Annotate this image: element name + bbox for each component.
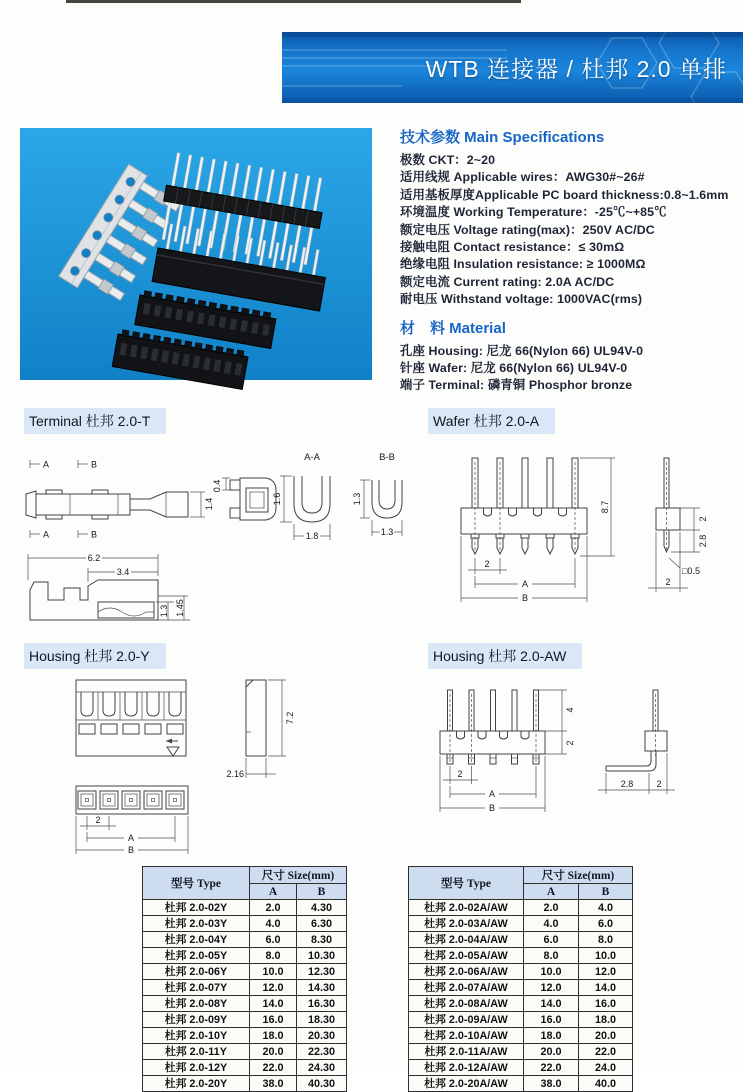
cell-type: 杜邦 2.0-02A/AW	[409, 900, 524, 916]
cell-type: 杜邦 2.0-09Y	[143, 1012, 250, 1028]
cell-dim-b: 12.30	[297, 964, 347, 980]
material-line-terminal: 端子 Terminal: 磷青铜 Phosphor bronze	[400, 378, 633, 393]
cell-type: 杜邦 2.0-20A/AW	[409, 1076, 524, 1092]
marker-a-label: A	[43, 529, 50, 540]
dim-label: 6.2	[87, 553, 101, 563]
cell-dim-b: 22.30	[297, 1044, 347, 1060]
dim-label: 2.8	[698, 534, 708, 548]
table-row	[143, 1076, 347, 1092]
dim-label: 1.6	[272, 492, 282, 506]
page-top-scan-line	[66, 0, 521, 3]
cell-dim-a: 16.0	[524, 1012, 579, 1028]
dim-label: 2.8	[620, 779, 634, 789]
housing-y-bottom-view	[76, 786, 188, 855]
cell-type: 杜邦 2.0-08Y	[143, 996, 250, 1012]
table-row	[143, 1060, 347, 1076]
cell-dim-b: 16.30	[297, 996, 347, 1012]
cell-dim-a: 38.0	[250, 1076, 297, 1092]
cell-type: 杜邦 2.0-03Y	[143, 916, 250, 932]
mold-marks	[166, 739, 179, 757]
dim-label: 2.16	[226, 769, 244, 779]
cell-dim-a: 12.0	[250, 980, 297, 996]
cell-dim-b: 4.30	[297, 900, 347, 916]
table-row	[409, 1028, 633, 1044]
cell-dim-a: 22.0	[524, 1060, 579, 1076]
dim-wafer-b	[461, 536, 587, 603]
section-aa-label: A-A	[304, 452, 320, 463]
wafer-drawing	[428, 446, 723, 618]
dim-label: A	[488, 789, 496, 799]
table-row	[409, 948, 633, 964]
cell-dim-b: 14.30	[297, 980, 347, 996]
marker-a-label: A	[43, 459, 50, 470]
dim-terminal-width	[190, 492, 214, 517]
cell-dim-b: 40.30	[297, 1076, 347, 1092]
cell-type: 杜邦 2.0-09A/AW	[409, 1012, 524, 1028]
terminal-end-view	[212, 478, 276, 520]
wafer-front-view	[461, 458, 587, 554]
cell-dim-b: 10.30	[297, 948, 347, 964]
wafer-side-view	[648, 458, 708, 592]
section-heading-wafer: Wafer 杜邦 2.0-A	[428, 408, 555, 434]
spec-line-temperature: 环境温度 Working Temperature：-25℃~+85℃	[400, 205, 667, 220]
housing-aw-front-view	[440, 690, 575, 813]
dim-label: B	[521, 593, 529, 603]
cell-dim-a: 18.0	[250, 1028, 297, 1044]
table-row	[409, 1012, 633, 1028]
cell-dim-a: 8.0	[524, 948, 579, 964]
cell-type: 杜邦 2.0-08A/AW	[409, 996, 524, 1012]
table-row	[143, 932, 347, 948]
terminal-drawing	[10, 446, 410, 628]
spec-line-voltage-rating: 额定电压 Voltage rating(max)：250V AC/DC	[400, 222, 655, 237]
cell-type: 杜邦 2.0-10A/AW	[409, 1028, 524, 1044]
cell-dim-a: 8.0	[250, 948, 297, 964]
table-row	[409, 964, 633, 980]
dim-wafer-pitch	[468, 558, 507, 574]
material-line-housing: 孔座 Housing: 尼龙 66(Nylon 66) UL94V-0	[400, 343, 644, 358]
table-row	[409, 932, 633, 948]
cell-dim-a: 18.0	[524, 1028, 579, 1044]
dim-label: 0.4	[212, 479, 222, 493]
cell-dim-a: 20.0	[250, 1044, 297, 1060]
dim-label: 3.4	[116, 567, 130, 577]
dim-label: 4	[565, 707, 575, 713]
cell-type: 杜邦 2.0-05Y	[143, 948, 250, 964]
col-header-size: 尺寸 Size(mm)	[250, 867, 347, 884]
cell-dim-a: 14.0	[524, 996, 579, 1012]
cell-dim-a: 6.0	[524, 932, 579, 948]
cell-dim-b: 6.0	[579, 916, 633, 932]
dim-label: A	[127, 833, 135, 843]
dim-label: 1.45	[175, 599, 185, 617]
dim-label: 1.4	[204, 497, 214, 511]
col-header-b: B	[297, 884, 347, 900]
cell-dim-b: 20.0	[579, 1028, 633, 1044]
cell-type: 杜邦 2.0-06A/AW	[409, 964, 524, 980]
cell-dim-b: 18.30	[297, 1012, 347, 1028]
cell-dim-b: 8.30	[297, 932, 347, 948]
spec-line-wires: 适用线规 Applicable wires：AWG30#~26#	[400, 170, 645, 185]
dim-label: 2	[565, 740, 575, 746]
dim-label: 2	[698, 516, 708, 522]
cell-type: 杜邦 2.0-12Y	[143, 1060, 250, 1076]
cell-dim-b: 4.0	[579, 900, 633, 916]
dim-label: 1.3	[352, 492, 362, 506]
cell-dim-a: 2.0	[524, 900, 579, 916]
marker-b-label: B	[91, 529, 98, 540]
cell-dim-b: 8.0	[579, 932, 633, 948]
dim-label: B	[127, 845, 135, 855]
spec-line-board-thickness: 适用基板厚度Applicable PC board thickness:0.8~1.6mm	[400, 187, 729, 202]
section-markers-bottom	[30, 530, 97, 540]
cell-dim-a: 20.0	[524, 1044, 579, 1060]
section-bb-label: B-B	[379, 452, 395, 463]
cell-type: 杜邦 2.0-02Y	[143, 900, 250, 916]
cell-dim-b: 14.0	[579, 980, 633, 996]
dim-label: B	[488, 803, 496, 813]
cell-type: 杜邦 2.0-07A/AW	[409, 980, 524, 996]
housing-aw-drawing	[420, 676, 720, 851]
cell-dim-a: 4.0	[524, 916, 579, 932]
cell-dim-b: 20.30	[297, 1028, 347, 1044]
dim-label: 2	[656, 779, 662, 789]
marker-b-label: B	[91, 459, 98, 470]
cell-dim-b: 12.0	[579, 964, 633, 980]
cell-dim-b: 16.0	[579, 996, 633, 1012]
cell-dim-a: 6.0	[250, 932, 297, 948]
col-header-type: 型号 Type	[143, 867, 250, 900]
housing-y-front-view	[76, 680, 186, 756]
spec-line-current-rating: 额定电流 Current rating: 2.0A AC/DC	[400, 274, 615, 289]
table-row	[143, 980, 347, 996]
col-header-type: 型号 Type	[409, 867, 524, 900]
dim-label: 1.3	[380, 527, 394, 537]
dim-label: 2	[665, 577, 671, 587]
section-heading-housing-aw: Housing 杜邦 2.0-AW	[428, 643, 582, 669]
cell-dim-a: 2.0	[250, 900, 297, 916]
housing-y-side-view	[226, 680, 295, 779]
section-heading-housing-y: Housing 杜邦 2.0-Y	[24, 643, 166, 669]
page-title: WTB 连接器 / 杜邦 2.0 单排	[425, 56, 727, 82]
dim-label: 2	[457, 769, 463, 779]
table-row	[143, 996, 347, 1012]
cell-dim-b: 10.0	[579, 948, 633, 964]
col-header-size: 尺寸 Size(mm)	[524, 867, 633, 884]
specifications-panel	[400, 128, 743, 395]
table-row	[409, 1076, 633, 1092]
dim-wafer-a	[475, 558, 575, 589]
terminal-section-bb	[352, 452, 402, 537]
cell-dim-a: 22.0	[250, 1060, 297, 1076]
spec-line-contact-resistance: 接触电阻 Contact resistance：≤ 30mΩ	[400, 240, 625, 255]
terminal-side-view	[28, 553, 190, 620]
col-header-a: A	[250, 884, 297, 900]
cell-type: 杜邦 2.0-10Y	[143, 1028, 250, 1044]
cell-dim-b: 22.0	[579, 1044, 633, 1060]
cell-type: 杜邦 2.0-04A/AW	[409, 932, 524, 948]
table-row	[143, 1028, 347, 1044]
dim-label: 2	[484, 559, 490, 569]
table-row	[409, 916, 633, 932]
terminal-plan-view	[26, 490, 188, 519]
cell-dim-a: 12.0	[524, 980, 579, 996]
dim-label: □0.5	[682, 566, 700, 576]
cell-type: 杜邦 2.0-11A/AW	[409, 1044, 524, 1060]
table-row	[143, 916, 347, 932]
dim-label: 2	[95, 815, 101, 825]
size-table-y	[142, 866, 347, 1092]
cell-type: 杜邦 2.0-07Y	[143, 980, 250, 996]
dim-label: 8.7	[600, 500, 610, 514]
table-row	[143, 900, 347, 916]
material-heading: 材 料 Material	[400, 319, 506, 337]
cell-dim-a: 10.0	[250, 964, 297, 980]
dim-label: 1.8	[305, 531, 319, 541]
dim-label: 7.2	[285, 711, 295, 725]
dim-wafer-total-height	[580, 458, 615, 556]
product-photo	[20, 128, 372, 380]
cell-dim-a: 14.0	[250, 996, 297, 1012]
cell-dim-a: 16.0	[250, 1012, 297, 1028]
col-header-a: A	[524, 884, 579, 900]
cell-dim-b: 18.0	[579, 1012, 633, 1028]
cell-dim-a: 38.0	[524, 1076, 579, 1092]
cell-dim-b: 24.0	[579, 1060, 633, 1076]
cell-dim-b: 6.30	[297, 916, 347, 932]
cell-type: 杜邦 2.0-06Y	[143, 964, 250, 980]
title-banner	[282, 32, 743, 103]
spec-line-insulation-resistance: 绝缘电阻 Insulation resistance: ≥ 1000MΩ	[400, 257, 646, 272]
size-table-a-aw	[408, 866, 633, 1092]
table-row	[409, 996, 633, 1012]
specs-heading: 技术参数 Main Specifications	[400, 129, 605, 146]
table-row	[143, 1012, 347, 1028]
cell-type: 杜邦 2.0-12A/AW	[409, 1060, 524, 1076]
cell-dim-b: 24.30	[297, 1060, 347, 1076]
cell-dim-a: 4.0	[250, 916, 297, 932]
section-markers-top	[30, 460, 97, 470]
table-row	[143, 1044, 347, 1060]
table-row	[409, 900, 633, 916]
housing-y-drawing	[18, 674, 318, 862]
table-row	[409, 1060, 633, 1076]
cell-dim-b: 40.0	[579, 1076, 633, 1092]
table-row	[409, 980, 633, 996]
cell-type: 杜邦 2.0-03A/AW	[409, 916, 524, 932]
cell-type: 杜邦 2.0-20Y	[143, 1076, 250, 1092]
section-heading-terminal: Terminal 杜邦 2.0-T	[24, 408, 166, 434]
housing-aw-side-view	[598, 690, 675, 794]
col-header-b: B	[579, 884, 633, 900]
table-row	[143, 948, 347, 964]
spec-line-ckt: 极数 CKT：2~20	[400, 153, 496, 167]
cell-type: 杜邦 2.0-11Y	[143, 1044, 250, 1060]
table-row	[143, 964, 347, 980]
table-row	[409, 1044, 633, 1060]
cell-type: 杜邦 2.0-04Y	[143, 932, 250, 948]
terminal-section-aa	[272, 452, 330, 541]
cell-dim-a: 10.0	[524, 964, 579, 980]
spec-line-withstand-voltage: 耐电压 Withstand voltage: 1000VAC(rms)	[400, 292, 643, 307]
material-line-wafer: 针座 Wafer: 尼龙 66(Nylon 66) UL94V-0	[400, 361, 628, 376]
dim-label: A	[521, 579, 529, 589]
dim-label: 1.3	[159, 604, 169, 618]
material-panel	[400, 319, 743, 395]
cell-type: 杜邦 2.0-05A/AW	[409, 948, 524, 964]
